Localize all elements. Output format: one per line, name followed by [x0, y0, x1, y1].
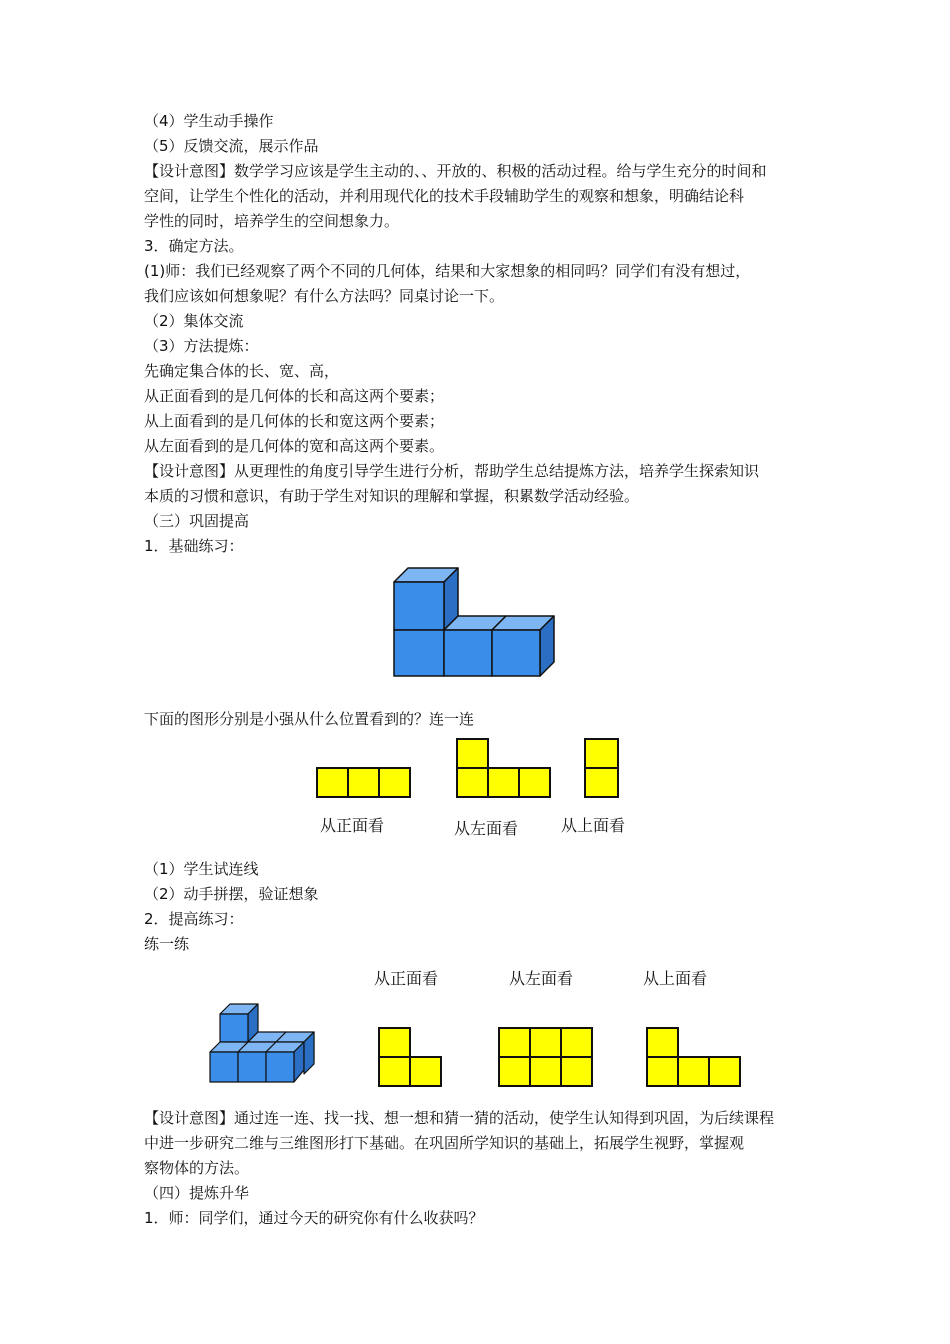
- caption-top-2: 从上面看: [643, 969, 708, 988]
- view-two-stack[interactable]: [584, 738, 620, 798]
- view-top-2: [646, 1027, 742, 1087]
- text-line: 【设计意图】通过连一连、找一找、想一想和猜一猜的活动，使学生认知得到巩固，为后续课程: [144, 1109, 775, 1127]
- caption-left[interactable]: 从左面看: [454, 819, 519, 838]
- text-line: （5）反馈交流，展示作品: [144, 137, 319, 155]
- text-line: 从左面看到的是几何体的宽和高这两个要素。: [144, 437, 445, 455]
- caption-front[interactable]: 从正面看: [320, 816, 385, 835]
- text-line: 我们应该如何想象呢？有什么方法吗？同桌讨论一下。: [144, 287, 505, 305]
- text-line: 1．基础练习：: [144, 537, 244, 555]
- text-line: 中进一步研究二维与三维图形打下基础。在巩固所学知识的基础上，拓展学生视野，掌握观: [144, 1134, 745, 1152]
- text-line: （1）学生试连线: [144, 860, 259, 878]
- view-left-2: [498, 1027, 594, 1087]
- text-line: 练一练: [144, 935, 190, 953]
- text-line: （四）提炼升华: [144, 1184, 250, 1202]
- text-line: 从正面看到的是几何体的长和高这两个要素；: [144, 387, 445, 405]
- caption-front-2: 从正面看: [374, 969, 439, 988]
- text-line: 1．师：同学们，通过今天的研究你有什么收获吗？: [144, 1209, 484, 1227]
- cube-figure-1: [392, 564, 558, 680]
- text-line: 察物体的方法。: [144, 1159, 250, 1177]
- cube-figure-2: [208, 1000, 320, 1086]
- text-line: （3）方法提炼：: [144, 337, 259, 355]
- text-line: 2．提高练习：: [144, 910, 244, 928]
- text-line: 从上面看到的是几何体的长和宽这两个要素；: [144, 412, 445, 430]
- view-three-row[interactable]: [316, 767, 412, 799]
- text-line: （2）动手拼摆，验证想象: [144, 885, 319, 903]
- text-line: 【设计意图】数学学习应该是学生主动的、、开放的、积极的活动过程。给与学生充分的时间和: [144, 162, 767, 180]
- text-line: 【设计意图】从更理性的角度引导学生进行分析，帮助学生总结提炼方法，培养学生探索知识: [144, 462, 760, 480]
- text-line: (1)师：我们已经观察了两个不同的几何体，结果和大家想象的相同吗？同学们有没有想过，: [144, 262, 751, 280]
- text-line: （4）学生动手操作: [144, 112, 274, 130]
- text-line: （三）巩固提高: [144, 512, 250, 530]
- text-line: 本质的习惯和意识，有助于学生对知识的理解和掌握，积累数学活动经验。: [144, 487, 640, 505]
- text-line: 先确定集合体的长、宽、高，: [144, 362, 340, 380]
- view-front-2: [378, 1027, 442, 1087]
- text-line: 空间，让学生个性化的活动，并利用现代化的技术手段辅助学生的观察和想象，明确结论科: [144, 187, 745, 205]
- text-line: 下面的图形分别是小强从什么位置看到的？连一连: [144, 710, 475, 728]
- caption-left-2: 从左面看: [509, 969, 574, 988]
- text-line: （2）集体交流: [144, 312, 244, 330]
- caption-top[interactable]: 从上面看: [561, 816, 626, 835]
- text-line: 学性的同时，培养学生的空间想象力。: [144, 212, 400, 230]
- text-line: 3．确定方法。: [144, 237, 244, 255]
- view-l-shape[interactable]: [456, 738, 552, 798]
